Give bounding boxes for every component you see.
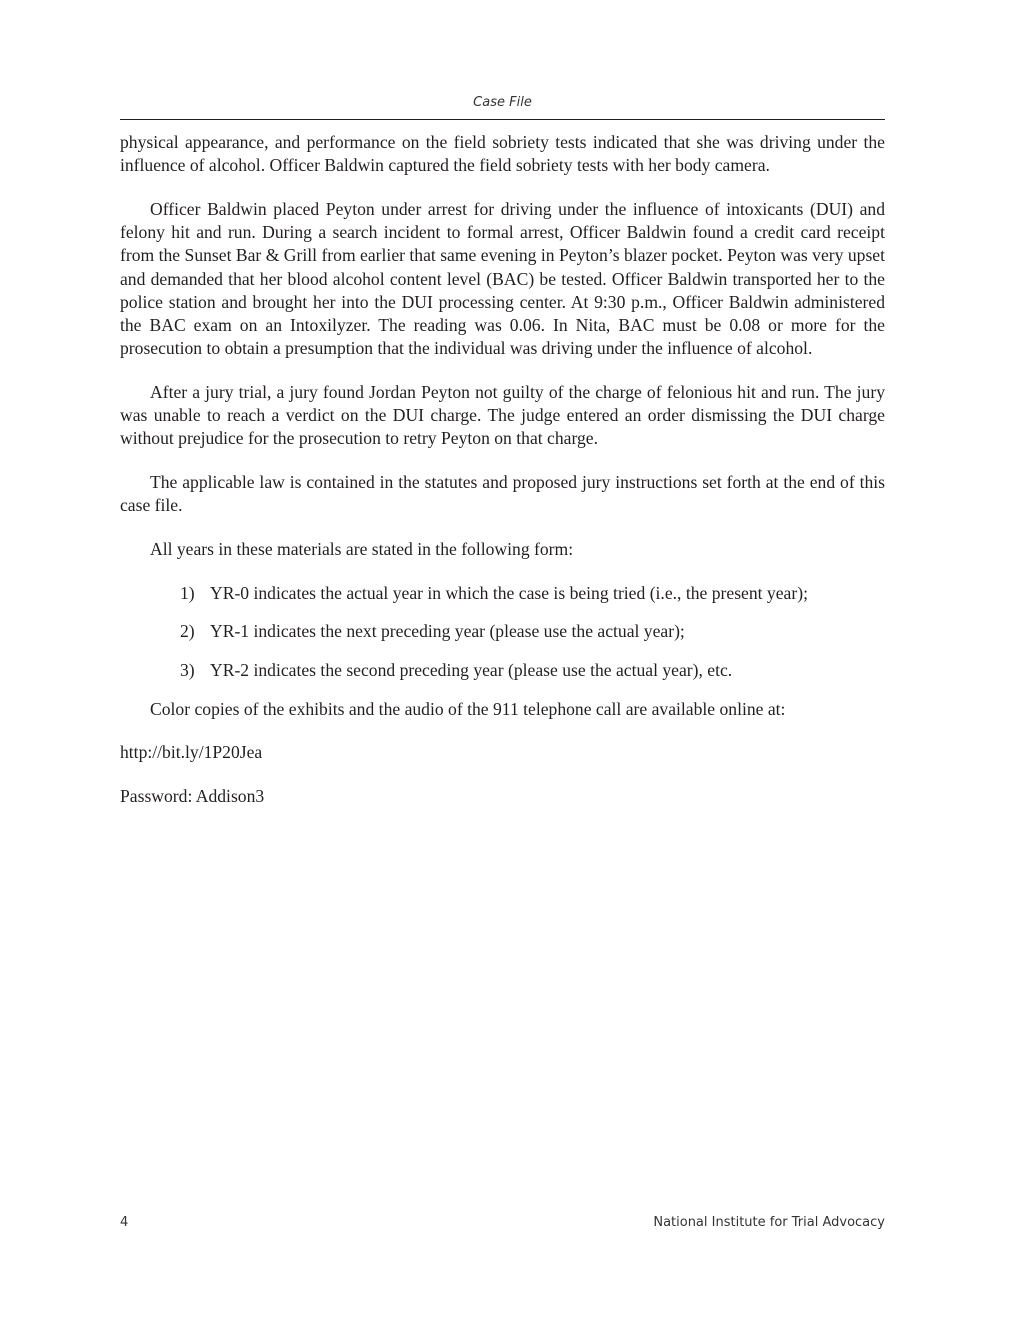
running-header: Case File	[473, 95, 532, 110]
exhibits-url-link[interactable]: http://bit.ly/1P20Jea	[120, 742, 263, 763]
paragraph-arrest: Officer Baldwin placed Peyton under arrest for driving under the influence of intoxicants (DUI) and felony hit and run. During a search incident to formal arrest, Officer Baldwin found a credit card receipt from the Sunset Bar & Grill from earlier that same evening in Peyton’s blazer pocket. Peyton was very upset and demanded that her blood alcohol content level (BAC) be tested. Officer Baldwin transported her to the police station and brought her into the DUI processing center. At 9:30 p.m., Officer Baldwin administered the BAC exam on an Intoxilyzer. The reading was 0.06. In Nita, BAC must be 0.08 or more for the prosecution to obtain a presumption that the individual was driving under the influence of alcohol.	[120, 198, 885, 359]
paragraph-years-intro: All years in these materials are stated in the following form:	[150, 538, 574, 559]
paragraph-online-copies: Color copies of the exhibits and the audio of the 911 telephone call are available online at:	[150, 698, 786, 719]
list-item-number: 1)	[180, 582, 195, 603]
exhibits-password: Password: Addison3	[120, 786, 265, 807]
list-item-text: YR-0 indicates the actual year in which the case is being tried (i.e., the present year);	[210, 582, 808, 603]
document-body	[120, 131, 885, 829]
paragraph-continued: physical appearance, and performance on the field sobriety tests indicated that she was driving under the influence of alcohol. Officer Baldwin captured the field sobriety tests with her body camera.	[120, 132, 885, 176]
paragraph-trial: After a jury trial, a jury found Jordan Peyton not guilty of the charge of felonious hit and run. The jury was unable to reach a verdict on the DUI charge. The judge entered an order dismissing the DUI charge without prejudice for the prosecution to retry Peyton on that charge.	[120, 381, 885, 449]
paragraph-applicable-law: The applicable law is contained in the statutes and proposed jury instructions set forth at the end of this case file.	[120, 471, 885, 516]
list-item	[180, 582, 885, 605]
list-item-number: 3)	[180, 659, 195, 680]
list-item	[180, 659, 885, 682]
list-item-text: YR-2 indicates the second preceding year (please use the actual year), etc.	[210, 659, 733, 680]
header-rule	[120, 119, 885, 120]
list-item-text: YR-1 indicates the next preceding year (please use the actual year);	[210, 621, 685, 642]
list-item	[180, 620, 885, 643]
page-number: 4	[120, 1215, 129, 1230]
footer-organization: National Institute for Trial Advocacy	[653, 1215, 885, 1230]
years-list	[120, 582, 885, 683]
list-item-number: 2)	[180, 621, 195, 642]
